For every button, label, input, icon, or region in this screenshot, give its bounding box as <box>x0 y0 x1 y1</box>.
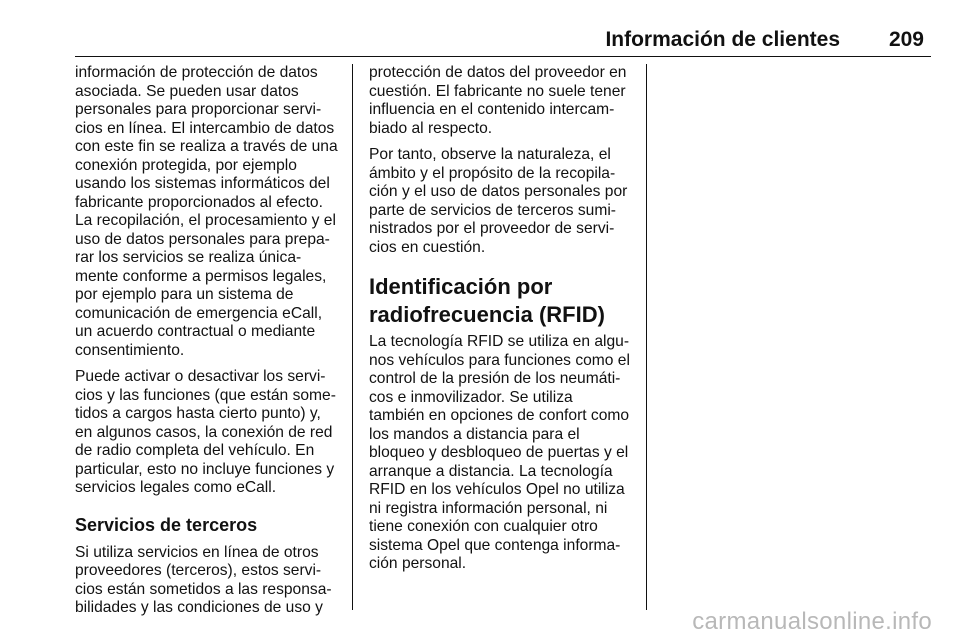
text-line: los mandos a distancia para el <box>369 425 580 443</box>
text-line: tidos a cargos hasta cierto punto) y, <box>75 405 321 422</box>
text-line: fabricante proporcionados al efecto. <box>75 193 323 211</box>
text-line: Puede activar o desactivar los servi‐ <box>75 368 326 385</box>
middle-column <box>369 64 635 582</box>
text-line: también en opciones de confort como <box>369 407 630 424</box>
text-line: de radio completa del vehículo. En <box>75 442 315 459</box>
text-line: cios en cuestión. <box>369 238 486 256</box>
column-divider-right <box>646 64 647 610</box>
text-line: cios están sometidos a las responsa‐ <box>75 580 332 598</box>
text-line: ción y el uso de datos personales por <box>369 183 628 200</box>
text-line: RFID en los vehículos Opel no utiliza <box>369 481 625 498</box>
page-number: 209 <box>888 28 924 51</box>
text-line: consentimiento. <box>75 341 185 359</box>
text-line: asociada. Se pueden usar datos <box>75 82 299 100</box>
text-line: arranque a distancia. La tecnología <box>369 462 613 480</box>
heading-line: radiofrecuencia (RFID) <box>369 302 605 327</box>
middle-paragraph-1 <box>369 64 635 138</box>
text-line: protección de datos del proveedor en <box>369 64 627 81</box>
text-line: cuestión. El fabricante no suele tener <box>369 82 626 100</box>
text-line: control de la presión de los neumáti‐ <box>369 370 621 387</box>
column-divider-left <box>352 64 353 610</box>
text-line: particular, esto no incluye funciones y <box>75 460 335 478</box>
text-line: cos e inmovilizador. Se utiliza <box>369 388 573 406</box>
header-rule <box>75 56 931 57</box>
text-line: proveedores (terceros), estos servi‐ <box>75 562 322 579</box>
text-line: influencia en el contenido intercam‐ <box>369 101 615 118</box>
text-line: personales para proporcionar servi‐ <box>75 101 322 118</box>
text-line: en algunos casos, la conexión de red <box>75 423 333 441</box>
text-line: con este fin se realiza a través de una <box>75 138 338 155</box>
text-line: comunicación de emergencia eCall, <box>75 304 323 322</box>
text-line: mente conforme a permisos legales, <box>75 267 327 285</box>
text-line: Si utiliza servicios en línea de otros <box>75 543 319 561</box>
page-title: Información de clientes <box>605 28 840 51</box>
text-line: parte de servicios de terceros sumi‐ <box>369 201 616 219</box>
text-line: cios en línea. El intercambio de datos <box>75 119 335 137</box>
text-line: uso de datos personales para prepa‐ <box>75 230 330 248</box>
section-heading <box>369 273 635 329</box>
text-line: sistema Opel que contenga informa‐ <box>369 536 621 554</box>
left-column <box>75 64 341 626</box>
text-line: información de protección de datos <box>75 64 318 81</box>
text-line: conexión protegida, por ejemplo <box>75 156 297 174</box>
text-line: nos vehículos para funciones como el <box>369 351 630 369</box>
text-line: bloqueo y desbloqueo de puertas y el <box>369 444 629 461</box>
text-line: La recopilación, el procesamiento y el <box>75 212 336 229</box>
text-line: ción personal. <box>369 555 467 572</box>
text-line: ámbito y el propósito de la recopila‐ <box>369 164 616 182</box>
text-line: usando los sistemas informáticos del <box>75 175 330 192</box>
text-line: tiene conexión con cualquier otro <box>369 518 598 535</box>
middle-paragraph-3 <box>369 333 635 574</box>
text-line: cios y las funciones (que están some‐ <box>75 386 336 404</box>
left-paragraph-2 <box>75 368 341 498</box>
middle-paragraph-2 <box>369 146 635 257</box>
text-line: rar los servicios se realiza única‐ <box>75 249 302 266</box>
heading-line: Identificación por <box>369 274 553 299</box>
text-line: servicios legales como eCall. <box>75 479 277 496</box>
text-line: biado al respecto. <box>369 119 493 137</box>
section-subheading: Servicios de terceros <box>75 514 258 535</box>
text-line: nistrados por el proveedor de servi‐ <box>369 220 615 237</box>
watermark: carmanualsonline.info <box>692 608 932 635</box>
text-line: bilidades y las condiciones de uso y <box>75 599 323 616</box>
text-line: Por tanto, observe la naturaleza, el <box>369 146 611 163</box>
left-paragraph-1 <box>75 64 341 360</box>
text-line: un acuerdo contractual o mediante <box>75 323 316 340</box>
text-line: ni registra información personal, ni <box>369 499 608 517</box>
text-line: por ejemplo para un sistema de <box>75 286 294 303</box>
text-line: La tecnología RFID se utiliza en algu‐ <box>369 333 630 350</box>
left-paragraph-3 <box>75 544 341 618</box>
